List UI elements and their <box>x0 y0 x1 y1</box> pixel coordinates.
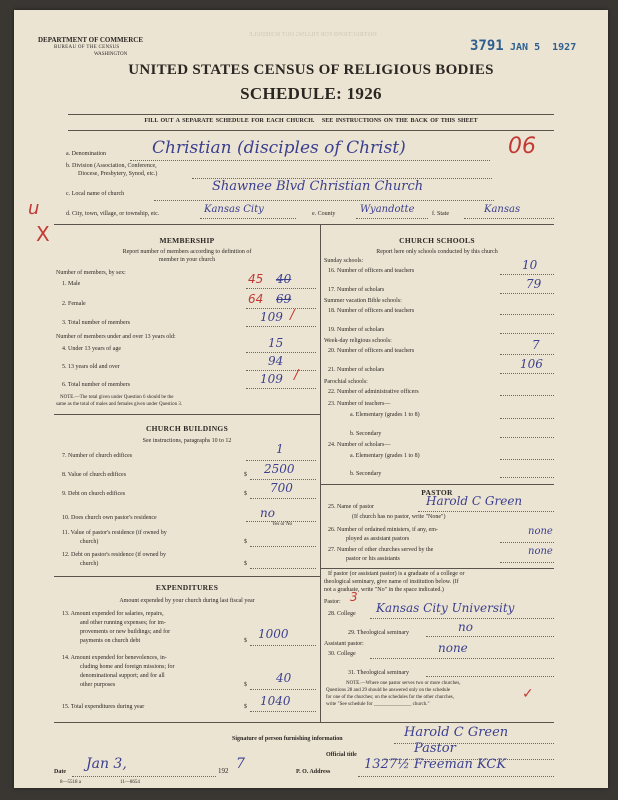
q2-red-value: 64 <box>248 292 264 306</box>
members-by-sex-label: Number of members, by sex: <box>56 270 126 276</box>
grad-intro-1: If pastor (or assistant pastor) is a graduate of a college or <box>328 571 465 577</box>
form-code: 8—5518 a <box>60 780 81 785</box>
q27-label-2: pastor or his assistants <box>346 556 400 562</box>
q13-line-1: 13. Amount expended for salaries, repairs, <box>62 611 164 617</box>
q15-value: 1040 <box>260 694 291 708</box>
q9-label: 9. Debt on church edifices <box>62 491 126 497</box>
q13-line-4: payments on church debt <box>80 638 141 644</box>
q13-line-3: provements or new buildings; and for <box>80 629 171 635</box>
membership-intro-1: Report number of members according to definition of <box>122 249 252 255</box>
stamp-date: JAN 5 1927 <box>510 42 577 53</box>
q24a-label: a. Elementary (grades 1 to 8) <box>350 453 420 459</box>
q15-label: 15. Total expenditures during year <box>62 704 145 710</box>
buildings-heading: CHURCH BUILDINGS <box>145 424 229 433</box>
q6-value: 109 <box>260 372 283 386</box>
q27-label-1: 27. Number of other churches served by the <box>328 547 434 553</box>
po-address-value: 1327½ Freeman KCK <box>364 757 507 772</box>
q25-value: Harold C Green <box>426 494 523 508</box>
q3-value: 109 <box>260 310 283 324</box>
dept-label: DEPARTMENT OF COMMERCE <box>38 36 144 44</box>
official-title-value: Pastor <box>414 741 456 756</box>
q14-line-1: 14. Amount expended for benevolences, in- <box>62 655 167 661</box>
membership-intro-2: member in your church <box>158 257 216 263</box>
bleed-through-text: INSTRUCTIONS FOR FILLING OUT SCHEDULE <box>249 32 377 38</box>
q22-label: 22. Number of administrative officers <box>328 389 419 395</box>
yes-no-hint: Yes or No <box>272 522 293 527</box>
q8-label: 8. Value of church edifices <box>62 472 127 478</box>
q25-sub: (If church has no pastor, write "None") <box>352 514 446 520</box>
q18-label: 18. Number of officers and teachers <box>328 308 415 314</box>
q30-value: none <box>438 641 468 655</box>
q16-value: 10 <box>522 258 538 272</box>
q7-label: 7. Number of church edifices <box>62 453 133 459</box>
q5-value: 94 <box>268 354 284 368</box>
year-value: 7 <box>236 756 245 772</box>
membership-note-2: same as the total of males and females given under Question 3. <box>56 402 183 407</box>
q11-label-2: church) <box>80 539 99 545</box>
q13-value: 1000 <box>258 627 289 641</box>
age-intro-label: Number of members under and over 13 years old: <box>56 334 176 340</box>
po-address-label: P. O. Address <box>296 769 331 775</box>
q21-value: 106 <box>520 357 543 371</box>
buildings-intro: See instructions, paragraphs 10 to 12 <box>142 438 232 444</box>
year-prefix: 192 <box>218 767 229 775</box>
q11-label-1: 11. Value of pastor's residence (if owned by <box>62 530 167 536</box>
q1-value: 40 <box>276 272 292 286</box>
q1-label: 1. Male <box>62 281 81 287</box>
pastor-note-3: for one of the churches; on the schedules for the other churches, <box>326 695 455 700</box>
membership-note-1: NOTE.—The total given under Question 6 should be the <box>60 395 174 400</box>
q13-line-2: and other running expenses; for im- <box>80 620 166 626</box>
q25-label: 25. Name of pastor <box>328 504 374 510</box>
q4-value: 15 <box>268 336 284 350</box>
denomination-value: Christian (disciples of Christ) <box>152 138 406 158</box>
q3-label: 3. Total number of members <box>62 320 130 326</box>
pastor-note-1: NOTE.—Where one pastor serves two or more churches, <box>346 681 461 686</box>
q14-line-4: other purposes <box>80 682 116 688</box>
q26-label-2: ployed as assistant pastors <box>346 536 410 542</box>
margin-mark-x: X <box>36 222 50 246</box>
weekday-schools-label: Week-day religious schools: <box>324 338 392 344</box>
state-label: f. State <box>432 211 449 217</box>
signature-value: Harold C Green <box>404 725 509 740</box>
membership-heading: MEMBERSHIP <box>159 236 215 245</box>
q17-value: 79 <box>526 277 542 291</box>
q10-label: 10. Does church own pastor's residence <box>62 515 157 521</box>
q29-label: 29. Theological seminary <box>348 630 410 636</box>
official-title-label: Official title <box>326 752 357 758</box>
county-value: Wyandotte <box>360 204 415 215</box>
q20-value: 7 <box>532 338 540 352</box>
census-schedule-form: INSTRUCTIONS FOR FILLING OUT SCHEDULE DEPARTMENT OF COMMERCE BUREAU OF THE CENSUS WASHINGTON 3791 JAN 5 1927 UNITED STATES CENSUS OF RELIGIOUS BODIES SCHEDULE: 1926 FILL OUT A SEPARATE SCHEDULE FOR EACH CHURCH. SEE INSTRUCTIONS ON THE BACK OF THIS SHEET 06 a. Denomination Christian (disciples of Christ) b. Division (Association, Conference, Diocese, Presbytery, Synod, etc.) c. Local name of church Shawnee Blvd Christian Church u X d. City, town, village, or township, etc. Kansas City e. County Wyandotte f. State Kansas MEMBERSHIP Report number of members according to definition of member in your church Number of members, by sex: 1. Male 45 40 2. Female 64 69 3. Total number of members 109 / Number of members under and over 13 years old: 4. Under 13 years of age 15 5. 13 years old and over 94 6. Total number of members 109 / NOTE.—The total given under Question 6 should be the same as the total of males and females given under Question 3. CHURCH BUILDINGS See instructions, paragraphs 10 to 12 7. Number of church edifices 1 8. Value of church edifices $ 2500 9. Debt on church edifices $ 700 10. Does church own pastor's residence no Yes or No 11. Value of pastor's residence (if owned by church) $ 12. Debt on pastor's residence (if owned by church) $ EXPENDITURES Amount expended by your church during last fiscal year 13. Amount expended for salaries, repairs, and other running expenses; for im- provements or new buildings; and for payments on church debt $ 1000 14. Amount expended for benevolences, in- cluding home and foreign missions; for denominational support; and for all other purposes $ 40 15. Total expenditures during year $ 1040 CHURCH SCHOOLS Report here only schools conducted by this church Sunday schools: 16. Number of officers and teachers 10 17. Number of scholars 79 Summer vacation Bible schools: 18. Number of officers and teachers 19. Number of scholars Week-day religious schools: 20. Number of officers and teachers 7 21. Number of scholars 106 Parochial schools: 22. Number of administrative officers 23. Number of teachers— a. Elementary (grades 1 to 8) b. Secondary 24. Number of scholars— a. Elementary (grades 1 to 8) b. Secondary PASTOR 25. Name of pastor Harold C Green (If church has no pastor, write "None") 26. Number of ordained ministers, if any, em- ployed as assistant pastors none 27. Number of other churches served by the pastor or his assistants none If pastor (or assistant pastor) is a graduate of a college or theological seminary, give name of institution below. (If not a graduate, write "No" in the space indicated.) Pastor: 3 28. College Kansas City University 29. Theological seminary no Assistant pastor: 30. College none 31. Theological seminary NOTE.—Where one pastor serves two or more churches, Questions 28 and 29 should be answered only on the schedule for one of the churches; on the schedules for the other churches, write "See schedule for _______________ church." ✓ Signature of person furnishing information Harold C Green Official title Pastor Date Jan 3, 192 7 P. O. Address 1327½ Freeman KCK 8—5518 a 11—8654 <box>14 10 608 788</box>
q16-label: 16. Number of officers and teachers <box>328 268 415 274</box>
q7-value: 1 <box>276 442 284 456</box>
q24-label: 24. Number of scholars— <box>328 442 391 448</box>
pastor-note-4: write "See schedule for _______________ church." <box>326 702 430 707</box>
q12-label-1: 12. Debt on pastor's residence (if owned by <box>62 552 167 558</box>
expenditures-intro: Amount expended by your church during last fiscal year <box>119 598 255 604</box>
q26-value: none <box>528 526 553 537</box>
pastor-sub-label: Pastor: <box>324 599 341 605</box>
summer-schools-label: Summer vacation Bible schools: <box>324 298 402 304</box>
q26-label-1: 26. Number of ordained ministers, if any, em- <box>328 527 438 533</box>
q9-value: 700 <box>270 481 293 495</box>
q6-label: 6. Total number of members <box>62 382 130 388</box>
q17-label: 17. Number of scholars <box>328 287 385 293</box>
expenditures-heading: EXPENDITURES <box>155 583 219 592</box>
q4-label: 4. Under 13 years of age <box>62 346 121 352</box>
q21-label: 21. Number of scholars <box>328 367 385 373</box>
q5-label: 5. 13 years old and over <box>62 364 120 370</box>
q27-value: none <box>528 546 553 557</box>
q12-label-2: church) <box>80 561 99 567</box>
q20-label: 20. Number of officers and teachers <box>328 348 415 354</box>
q2-value: 69 <box>276 292 292 306</box>
form-subtitle: SCHEDULE: 1926 <box>240 84 382 103</box>
denomination-label: a. Denomination <box>66 151 106 157</box>
q19-label: 19. Number of scholars <box>328 327 385 333</box>
handwritten-code: 06 <box>508 134 536 159</box>
division-label-1: b. Division (Association, Conference, <box>66 163 157 169</box>
q10-value: no <box>260 506 275 520</box>
instruction-line: FILL OUT A SEPARATE SCHEDULE FOR EACH CHURCH. SEE INSTRUCTIONS ON THE BACK OF THIS SHEET <box>144 118 478 124</box>
form-title: UNITED STATES CENSUS OF RELIGIOUS BODIES <box>128 62 494 78</box>
q14-line-2: cluding home and foreign missions; for <box>80 664 175 670</box>
local-name-value: Shawnee Blvd Christian Church <box>212 179 424 194</box>
stamp-number: 3791 <box>470 38 504 54</box>
city-field-label: d. City, town, village, or township, etc. <box>66 211 160 217</box>
pastor-heading: PASTOR <box>421 488 453 497</box>
q14-value: 40 <box>276 671 292 685</box>
schools-heading: CHURCH SCHOOLS <box>399 236 475 245</box>
q8-value: 2500 <box>264 462 295 476</box>
city-label: WASHINGTON <box>94 52 128 57</box>
date-label: Date <box>54 769 66 775</box>
margin-mark-u: u <box>28 198 40 219</box>
pastor-red-mark: 3 <box>350 590 358 604</box>
city-field-value: Kansas City <box>204 204 264 215</box>
print-code: 11—8654 <box>120 780 140 785</box>
local-name-label: c. Local name of church <box>66 191 125 197</box>
schools-intro: Report here only schools conducted by this church <box>376 249 498 255</box>
parochial-schools-label: Parochial schools: <box>324 379 368 385</box>
q23-label: 23. Number of teachers— <box>328 401 391 407</box>
q28-label: 28. College <box>328 611 356 617</box>
q29-value: no <box>458 620 473 634</box>
q1-red-value: 45 <box>248 272 264 286</box>
county-label: e. County <box>312 211 336 217</box>
q14-line-3: denominational support; and for all <box>80 673 165 679</box>
q28-value: Kansas City University <box>376 601 515 615</box>
sunday-schools-label: Sunday schools: <box>324 258 364 264</box>
q31-label: 31. Theological seminary <box>348 670 410 676</box>
q23a-label: a. Elementary (grades 1 to 8) <box>350 412 420 418</box>
date-value: Jan 3, <box>86 756 127 772</box>
q2-label: 2. Female <box>62 301 86 307</box>
state-value: Kansas <box>484 204 521 215</box>
pastor-note-2: Questions 28 and 29 should be answered only on the schedule <box>326 688 451 693</box>
assistant-pastor-label: Assistant pastor: <box>324 641 364 647</box>
q30-label: 30. College <box>328 651 356 657</box>
grad-intro-3: not a graduate, write "No" in the space indicated.) <box>324 587 444 593</box>
bureau-label: BUREAU OF THE CENSUS <box>54 45 120 50</box>
signature-label: Signature of person furnishing information <box>232 736 343 742</box>
division-label-2: Diocese, Presbytery, Synod, etc.) <box>78 171 158 177</box>
q24b-label: b. Secondary <box>350 471 382 477</box>
grad-intro-2: theological seminary, give name of institution below. (If <box>324 579 459 585</box>
q23b-label: b. Secondary <box>350 431 382 437</box>
